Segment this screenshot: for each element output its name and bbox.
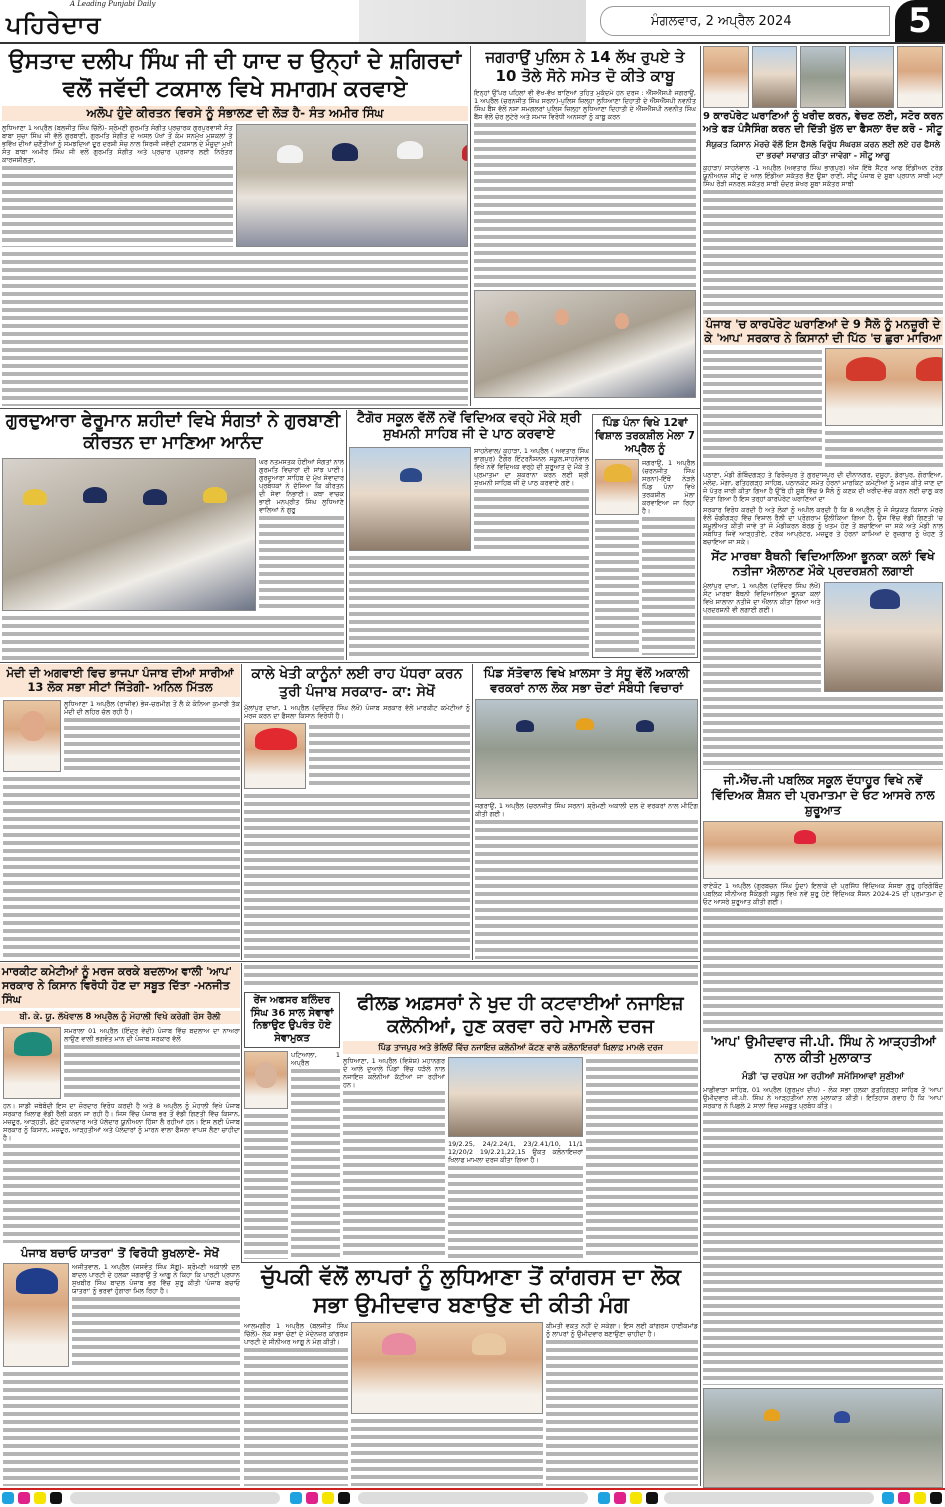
article-text: ਪਟਿਆਲਾ, 1 ਅਪ੍ਰੈਲ xyxy=(291,1051,340,1067)
registration-bar xyxy=(664,1492,874,1504)
photo-leaders-portraits xyxy=(825,348,944,426)
registration-bar xyxy=(70,1492,280,1504)
article-body xyxy=(703,164,943,314)
article-body xyxy=(546,1322,698,1486)
registration-mark-yellow xyxy=(34,1492,46,1504)
article-body xyxy=(244,704,470,720)
article-kaale-kheti-kanoon xyxy=(244,666,470,959)
headline-lapran-congress-candidate: ਚੁੱਪਕੀ ਵੱਲੋਂ ਲਾਪਰਾਂ ਨੂੰ ਲੁਧਿਆਣਾ ਤੋਂ ਕਾਂਗਰਸ ਦਾ ਲੋਕ ਸਭਾ ਉਮੀਦਵਾਰ ਬਣਾਉਣ ਦੀ ਕੀਤੀ ਮੰਗ xyxy=(260,1265,682,1318)
column-divider xyxy=(241,963,242,1263)
headline-sattowal-akali: ਪਿੰਡ ਸੱਤੋਵਾਲ ਵਿਖੇ ਖ਼ਾਲਸਾ ਤੇ ਸੰਧੂ ਵੱਲੋਂ ਅਕਾਲੀ ਵਰਕਰਾਂ ਨਾਲ ਲੋਕ ਸਭਾ ਚੋਣਾਂ ਸੰਬੰਧੀ ਵਿਚਾਰਾਂ xyxy=(483,666,690,695)
article-body xyxy=(244,1112,288,1259)
footer-rule xyxy=(0,1488,945,1490)
article-text: ਸਰਕਾਰ ਵਿਰੋਧ ਕਰਦੀ ਹੈ ਅਤੇ ਲੋਕਾਂ ਨੂੰ ਅਪੀਲ ਕਰਦੀ ਹੈ ਕਿ 8 ਅਪ੍ਰੈਲ ਨੂੰ ਜੋ ਸੰਯੁਕਤ ਕਿਸਾਨ ਮੋਰਚੇ ਵੱਲੋਂ ਚੰਡੀਗੜ੍ਹ ਵਿੱਚ ਵਿਸ਼ਾਲ ਰੈਲੀ ਦਾ ਪ੍ਰੋਗਰਾਮ ਉਲੀਕਿਆ ਗਿਆ ਹੈ, ਉਸ ਵਿੱਚ ਵੱਡੀ ਗਿਣਤੀ 'ਚ ਸ਼ਮੂਲੀਅਤ ਕੀਤੀ ਜਾਵੇ ਤਾਂ ਜੋ ਮੰਡੀਕਰਨ ਬੋਰਡ ਨੂੰ ਖਤਮ ਹੋਣ ਤੋਂ ਬਚਾਇਆ ਜਾ ਸਕੇ ਅਤੇ ਮੰਡੀ ਨਾਲ ਸਬੰਧਿਤ ਜਿਵੇਂ ਆੜ੍ਹਤੀਏ, ਟਰੱਕ ਆਪ੍ਰੇਟਰ, ਮਜ਼ਦੂਰ ਤੇ ਹੋਰਨਾਂ ਕਾਮਿਆਂ ਦੇ ਰੁਜ਼ਗਾਰ ਨੂੰ ਖੋਹਣ ਤੋਂ ਬਚਾਇਆ ਜਾ ਸਕੇ। xyxy=(703,506,943,547)
article-text: ਘਰ ਨਤਮਸਤਕ ਹੋਈਆਂ ਸੰਗਤਾਂ ਨਾਲ ਗੁਰਮਤਿ ਵਿਚਾਰਾਂ ਦੀ ਸਾਂਝ ਪਾਈ। ਗੁਰਦੁਆਰਾ ਸਾਹਿਬ ਦੇ ਮੁੱਖ ਸੇਵਾਦਾਰ ਪ੍ਰਬੰਧਕਾਂ ਨੇ ਦੱਸਿਆ ਕਿ ਕੀਰਤਨ ਦੀ ਸੇਵਾ ਨਿਭਾਈ। ਕਥਾ ਵਾਚਕ ਭਾਈ ਮਨਪ੍ਰੀਤ ਸਿੰਘ ਲੁਧਿਆਣੇ ਵਾਲਿਆਂ ਨੇ ਗੁਰੂ xyxy=(259,457,344,514)
photo-aap-candidate-meeting xyxy=(703,1388,943,1488)
registration-mark-cyan xyxy=(290,1492,302,1504)
article-body xyxy=(64,700,240,772)
article-body xyxy=(703,695,943,770)
article-anil-mittal xyxy=(0,664,240,959)
article-body-continued xyxy=(2,250,468,406)
article-body xyxy=(703,882,943,1032)
registration-mark-black xyxy=(338,1492,350,1504)
tagline: A Leading Punjabi Daily xyxy=(70,0,156,8)
column-divider xyxy=(470,46,471,406)
article-text: ਮੁੱਲਾਂਪੁਰ ਦਾਖਾ, 1 ਅਪ੍ਰੈਲ (ਦਵਿੰਦਰ ਸਿੰਘ ਲੱਖੋਂ) ਪੰਜਾਬ ਸਰਕਾਰ ਵੱਲੋਂ ਮਾਰਕੀਟ ਕਮੇਟੀਆਂ ਨੂੰ ਮਰਜ ਕਰਨ ਦਾ ਫੈਸਲਾ ਕਿਸਾਨ ਵਿਰੋਧੀ ਹੈ। xyxy=(244,704,470,720)
article-body xyxy=(825,429,944,468)
registration-mark-black xyxy=(50,1492,62,1504)
headline-gurdwara-ferumaan: ਗੁਰਦੁਆਰਾ ਫੇਰੂਮਾਨ ਸ਼ਹੀਦਾਂ ਵਿਖੇ ਸੰਗਤਾਂ ਨੇ ਗੁਰਬਾਣੀ ਕੀਰਤਨ ਦਾ ਮਾਣਿਆ ਆਨੰਦ xyxy=(5,411,341,453)
article-body xyxy=(703,1086,943,1385)
headline-market-committees-merge: ਮਾਰਕੀਟ ਕਮੇਟੀਆਂ ਨੂੰ ਮਰਜ ਕਰਕੇ ਬਦਲਾਅ ਵਾਲੀ 'ਆਪ' ਸਰਕਾਰ ਨੇ ਕਿਸਾਨ ਵਿਰੋਧੀ ਹੋਣ ਦਾ ਸਬੂਤ ਦਿੱਤਾ -ਮਨਜੀਤ ਸਿੰਘ xyxy=(0,963,240,1008)
article-text: ਲੁਧਿਆਣਾ 1 ਅਪ੍ਰੈਲ (ਬਲਜੀਤ ਸਿੰਘ ਚਿੱਲੋਂ)- ਸ਼੍ਰੋਮਣੀ ਗੁਰਮਤਿ ਸੰਗੀਤ ਪ੍ਰਚਾਰਕ ਗੁਰਪੁਰਵਾਸੀ ਸੰਤ ਬਾਬਾ ਸੁਚਾ ਸਿੰਘ ਜੀ ਵੱਲੋਂ ਗੁਰਬਾਣੀ, ਗੁਰਮਤਿ ਸੰਗੀਤ ਦੇ ਅਸਲ ਪੱਖਾਂ ਤੋਂ ਕੰਮ ਸਨਮੁੱਖ ਮੁਸ਼ਕਲਾਂ ਤੇ ਭਵਿੱਖ ਦੀਆਂ ਚਣੌਤੀਆਂ ਨੂੰ ਸਮਝਦਿਆਂ ਦੂਰ ਦਰਸ਼ੀ ਸੋਚ ਨਾਲ ਸਿਰਜੀ ਜਵੱਦੀ ਟਕਸਾਲ ਦੇ ਮੌਜੂਦਾ ਮੁਖੀ ਸੰਤ ਬਾਬਾ ਅਮੀਰ ਸਿੰਘ ਜੀ ਵਲੋਂ ਗੁਰਮਤਿ ਸੰਗੀਤ ਅਤੇ ਪ੍ਰਚਾਰ ਪ੍ਰਸਾਰ ਲਈ ਨਿਰੰਤਰ ਕਾਰਜਸ਼ੀਲਤਾ, xyxy=(2,124,233,164)
article-body xyxy=(2,124,233,247)
subhead-bku-lakhowal-rally: ਬੀ. ਕੇ. ਯੂ. ਲੱਖੋਵਾਲ 8 ਅਪ੍ਰੈਲ ਨੂੰ ਮੋਹਾਲੀ ਵਿਖੇ ਕਰੇਗੀ ਰੋਸ ਰੈਲੀ xyxy=(0,1011,240,1024)
photo-chupki-lapran xyxy=(351,1322,543,1414)
article-text: ਆਲਮਗੀਰ 1 ਅਪ੍ਰੈਲ (ਬਲਜੀਤ ਸਿੰਘ ਚਿੱਲੋਂ)- ਲੋਕ ਸਭਾ ਚੋਣਾਂ ਦੇ ਮੱਦੇਨਜ਼ਰ ਕਾਂਗਰਸ ਪਾਰਟੀ ਦੇ ਸੀਨੀਅਰ ਆਗੂ ਨੇ ਮੰਗ ਕੀਤੀ। xyxy=(244,1322,348,1346)
subhead-tajpur-bholiyon: ਪਿੰਡ ਤਾਜਪੁਰ ਅਤੇ ਭੋਲਿਓਂ ਵਿੱਚ ਨਜਾਇਜ਼ ਕਲੋਨੀਆਂ ਕੱਟਣ ਵਾਲੇ ਕਲੋਨਾਇਜ਼ਰਾਂ ਖ਼ਿਲਾਫ਼ ਮਾਮਲੇ ਦਰਜ xyxy=(343,1041,698,1054)
article-body xyxy=(586,1057,698,1259)
article-text: ਸਾਹਨੇਵਾਲ/ ਕੁਹਾੜਾ, 1 ਅਪ੍ਰੈਲ ( ਅਵਤਾਰ ਸਿੰਘ ਭਾਗਪੁਰ) ਟੈਗੋਰ ਇੰਟਰਨੈਸ਼ਨਲ ਸਕੂਲ,ਸਾਹਨੇਵਾਲ ਵਿਖੇ ਨਵੇਂ ਵਿਦਿਅਕ ਵਰ੍ਹੇ ਦੀ ਸ਼ੁਰੂਆਤ ਦੇ ਮੌਕੇ ਤੇ ਪ੍ਰਮਾਤਮਾ ਦਾ ਸ਼ੁਕਰਾਨਾ ਕਰਨ ਲਈ ਸ਼੍ਰੀ ਸੁਖਮਨੀ ਸਾਹਿਬ ਜੀ ਦੇ ਪਾਠ ਕਰਵਾਏ ਗਏ। xyxy=(474,446,589,487)
registration-mark-magenta xyxy=(614,1492,626,1504)
article-body xyxy=(3,1370,240,1486)
article-body xyxy=(244,963,698,989)
right-column xyxy=(703,46,943,1488)
section-divider xyxy=(0,961,700,962)
article-body xyxy=(351,1417,543,1486)
article-text: 19/2.25, 24/2.24/1, 23/2.41/10, 11/1 12/20/2 19/2.21,22,15 ਉਕਤ ਕਲੋਨਾਇਜ਼ਰਾਂ ਖਿਲਾਫ ਮਾਮਲਾ ਦਰਜ ਕੀਤਾ ਗਿਆ ਹੈ। xyxy=(448,1140,583,1165)
photo-tagore-school-path xyxy=(349,447,471,551)
headline-corporate-silos-citu: 9 ਕਾਰਪੋਰੇਟ ਘਰਾਣਿਆਂ ਨੂੰ ਖਰੀਦ ਕਰਨ, ਵੇਚਣ ਲਈ, ਸਟੋਰ ਕਰਨ ਅਤੇ ਫੜ ਪੰਸੈਸਿੰਗ ਕਰਨ ਦੀ ਦਿੱਤੀ ਖੁੱਲ ਦਾ ਫੈਸਲਾ ਰੱਦ ਕਰੋ - ਸੀਟੂ xyxy=(703,111,943,135)
photo-jawaddi-taksal-samagam xyxy=(236,124,469,247)
portrait-photo xyxy=(752,46,798,108)
article-body xyxy=(291,1051,340,1259)
subhead-mandi-problems: ਮੰਡੀ 'ਚ ਦਰਪੇਸ਼ ਆ ਰਹੀਆਂ ਸਮੱਸਿਆਵਾਂ ਸੁਣੀਆਂ xyxy=(741,1071,905,1082)
article-lapran-congress xyxy=(244,1264,698,1486)
registration-mark-cyan xyxy=(882,1492,894,1504)
article-body xyxy=(642,459,695,655)
newspaper-logo: ਪਹਿਰੇਦਾਰ xyxy=(6,11,102,39)
article-text: ਮੁੱਲਾਂਪੁਰ ਦਾਖਾ, 1 ਅਪ੍ਰੈਲ (ਦਵਿੰਦਰ ਸਿੰਘ ਲੱਖੋਂ) ਸੇਂਟ ਮਾਰਥਾ ਬੈਥਨੀ ਵਿਦਿਆਲਿਆ ਭੂਨਕਾ ਕਲਾਂ ਵਿਖੇ ਸਾਲਾਨਾ ਨਤੀਜੇ ਦਾ ਐਲਾਨ ਕੀਤਾ ਗਿਆ ਅਤੇ ਪ੍ਰਦਰਸ਼ਨੀ ਵੀ ਲਗਾਈ ਗਈ। xyxy=(703,582,821,615)
article-text: ਕੁਹਾੜਾ/ ਸਾਹਨੇਵਾਲ -1 ਅਪ੍ਰੈਲ (ਅਵਤਾਰ ਸਿੰਘ ਭਾਗਪੁਰ) ਅੱਜ ਇੱਥੇ ਸੈਂਟਰ ਆਫ ਇੰਡੀਅਨ ਟਰੇਡ ਯੂਨੀਅਨਜ਼ ਸੀਟੂ ਦੇ ਆਲ ਇੰਡੀਆ ਸਕੱਤਰ ਭੈਣ ਊਸ਼ਾ ਰਾਣੀ, ਸੀਟੂ ਪੰਜਾਬ ਦੇ ਸੂਬਾ ਪ੍ਰਧਾਨ ਸਾਥੀ ਮਹਾਂ ਸਿੰਘ ਰੌੜੀ ਜਨਰਲ ਸਕੱਤਰ ਸਾਥੀ ਚੰਦਰ ਸ਼ੇਖਰ ਸੂਬਾ ਸਕੱਤਰ ਸਾਥੀ xyxy=(703,164,943,188)
article-body xyxy=(474,447,589,551)
article-body xyxy=(475,802,698,959)
registration-mark-magenta xyxy=(898,1492,910,1504)
photo-akali-workers-meeting xyxy=(475,699,698,799)
registration-mark-yellow xyxy=(322,1492,334,1504)
registration-mark-yellow xyxy=(630,1492,642,1504)
headline-aap-gp-singh: 'ਆਪ' ਉਮੀਦਵਾਰ ਜੀ.ਪੀ. ਸਿੰਘ ਨੇ ਆੜ੍ਹਤੀਆਂ ਨਾਲ ਕੀਤੀ ਮੁਲਾਕਾਤ xyxy=(710,1035,936,1067)
section-divider xyxy=(241,1262,701,1263)
article-tagore-school xyxy=(349,411,589,660)
photo-school-session-start xyxy=(703,821,943,879)
page-number: 5 xyxy=(895,0,945,42)
article-text: ਲੁਧਿਆਣਾ 1 ਅਪ੍ਰੈਲ (ਰਾਜੀਵ) ਭੇਜ-ਚਰਮੀਗ ਤੋਂ ਲੈ ਕੇ ਕੰਨਿਆ ਕੁਮਾਰੀ ਤੱਕ ਮੋਦੀ ਦੀ ਲਹਿਰ ਚੱਲ ਰਹੀ ਹੈ। xyxy=(64,699,240,716)
article-market-committees xyxy=(0,963,240,1243)
article-body xyxy=(3,775,240,959)
article-body xyxy=(474,89,696,288)
section-divider xyxy=(0,662,700,663)
registration-mark-black xyxy=(646,1492,658,1504)
column-divider xyxy=(700,46,701,1486)
article-text: ਜਗਰਾਉਂ, 1 ਅਪ੍ਰੈਲ (ਚਰਨਜੀਤ ਸਿੰਘ ਸਰਨਾ)-ਇੱਥੋਂ ਨੇੜਲੇ ਪਿੰਡ ਪੰਨਾ ਵਿਖੇ ਤਰਕਸ਼ੀਲ ਮੇਲਾ ਕਰਵਾਇਆ ਜਾ ਰਿਹਾ ਹੈ। xyxy=(642,459,695,516)
registration-mark-magenta xyxy=(18,1492,30,1504)
column-divider xyxy=(472,664,473,960)
article-body xyxy=(72,1263,240,1367)
subhead-kirtan-virsa: ਅਲੋਪ ਹੁੰਦੇ ਕੀਰਤਨ ਵਿਰਸੇ ਨੂੰ ਸੰਭਾਲਣ ਦੀ ਲੋੜ ਹੈ- ਸੰਤ ਅਮੀਰ ਸਿੰਘ xyxy=(2,106,468,121)
registration-mark-magenta xyxy=(306,1492,318,1504)
article-body xyxy=(703,506,943,546)
article-punjab-bachao-yatra xyxy=(0,1246,240,1486)
photo-strip-citu-leaders xyxy=(703,46,943,108)
headline-ghg-public-school: ਜੀ.ਐੱਚ.ਜੀ ਪਬਲਿਕ ਸਕੂਲ ਦੱਧਾਹੂਰ ਵਿਖੇ ਨਵੇਂ ਵਿੱਦਿਅਕ ਸ਼ੈਸ਼ਨ ਦੀ ਪ੍ਰਮਾਤਮਾ ਦੇ ਓਟ ਆਸਰੇ ਨਾਲ ਸ਼ੁਰੂਆਤ xyxy=(711,773,935,818)
headline-punjab-corporate-silos: ਪੰਜਾਬ 'ਚ ਕਾਰਪੋਰੇਟ ਘਰਾਣਿਆਂ ਦੇ 9 ਸੈਲੋ ਨੂੰ ਮਨਜ਼ੂਰੀ ਦੇ ਕੇ 'ਆਪ' ਸਰਕਾਰ ਨੇ ਕਿਸਾਨਾਂ ਦੀ ਪਿੱਠ 'ਚ ਛੁਰਾ ਮਾਰਿਆ xyxy=(704,316,942,346)
headline-ustad-dalip-singh: ਉਸਤਾਦ ਦਲੀਪ ਸਿੰਘ ਜੀ ਦੀ ਯਾਦ ਚ ਉਨ੍ਹਾਂ ਦੇ ਸ਼ਗਿਰਦਾਂ ਵਲੋਂ ਜਵੱਦੀ ਟਕਸਾਲ ਵਿਖੇ ਸਮਾਗਮ ਕਰਵਾਏ xyxy=(8,49,462,102)
headline-punjab-bachao-yatra: ਪੰਜਾਬ ਬਚਾਓ ਯਾਤਰਾ' ਤੋਂ ਵਿਰੋਧੀ ਬੁਖਲਾਏ- ਸੇਖੋਂ xyxy=(21,1246,219,1260)
article-text: ਜਗਰਾਉਂ, 1 ਅਪ੍ਰੈਲ (ਚਰਨਜੀਤ ਸਿੰਘ ਸਰਨਾ) ਸ਼੍ਰੋਮਣੀ ਅਕਾਲੀ ਦਲ ਦੇ ਵਰਕਰਾਂ ਨਾਲ ਮੀਟਿੰਗ ਕੀਤੀ ਗਈ। xyxy=(475,802,698,818)
article-body xyxy=(703,582,821,692)
portrait-photo xyxy=(703,46,749,108)
article-text: ਕੀਮਤੀ ਵਕਤ ਨਹੀਂ ਦੇ ਸਕੇਗਾ। ਇਸ ਲਈ ਕਾਂਗਰਸ ਹਾਈਕਮਾਂਡ ਨੂੰ ਲਾਪਰਾਂ ਨੂੰ ਉਮੀਦਵਾਰ ਬਣਾਉਣਾ ਚਾਹੀਦਾ ਹੈ। xyxy=(546,1322,698,1338)
headline-tarksheel-mela: ਪਿੰਡ ਪੰਨਾ ਵਿਖੇ 12ਵਾਂ ਵਿਸ਼ਾਲ ਤਰਕਸ਼ੀਲ ਮੇਲਾ 7 ਅਪ੍ਰੈਲ ਨੂੰ xyxy=(595,417,695,456)
article-body xyxy=(2,614,344,660)
article-text: ਪਠਾਣਾ, ਮੰਡੀ ਗੋਬਿੰਦਗੜ੍ਹ ਤੇ ਫਿਰੋਜ਼ਪੁਰ ਤੇ ਗੁਰਦਾਸਪੁਰ ਦੀ ਦੀਨਾਨਗਰ, ਦਸੂਹਾ, ਡੇਰਾਪੁਰ, ਗੋਰਾਇਆ, ਮਲੋਦ, ਮੋਗਾ, ਫਤਿਹਗੜ੍ਹ ਸਾਹਿਬ, ਪਠਾਨਕੋਟ ਸਮੇਤ ਹੋਰਨਾਂ ਮਾਰਕਿਟ ਕਮੇਟੀਆਂ ਨੂੰ ਮਰਜ ਕੀਤੇ ਜਾਣ ਦਾ ਜੋ ਪੱਤਰ ਜਾਰੀ ਕੀਤਾ ਗਿਆ ਹੈ ਉੱਥੇ ਹੀ ਸੂਬੇ ਵਿੱਚ 9 ਸੈਲੋ ਨੂੰ ਕਣਕ ਦੀ ਖਰੀਦ-ਵੇਚ ਕਰਨ ਲਈ ਚਾਲੂ ਕਰ ਦਿੱਤਾ ਗਿਆ ਹੈ ਇਸ ਤਰ੍ਹਾਂ ਕਾਰਪੋਰੇਟ ਘਰਾਣਿਆਂ ਦਾ xyxy=(703,471,943,504)
article-gurdwara-ferumaan xyxy=(2,411,344,660)
portrait-photo xyxy=(849,46,895,108)
article-text: ਲੁਧਿਆਣਾ, 1 ਅਪ੍ਰੈਲ (ਵਿਸ਼ੇਸ਼) ਮਹਾਨਗਰ ਦੇ ਆਲੇ ਦੁਆਲੇ ਪਿੰਡਾਂ ਵਿੱਚ ਧੜੱਲੇ ਨਾਲ ਨਜਾਇਜ਼ ਕਲੋਨੀਆਂ ਕੱਟੀਆਂ ਜਾ ਰਹੀਆਂ ਹਨ। xyxy=(343,1057,445,1090)
photo-manjit-singh xyxy=(3,1027,61,1099)
photo-illegal-colony-site xyxy=(448,1057,583,1137)
article-body xyxy=(64,1027,240,1099)
article-jagraon-police xyxy=(474,48,696,398)
headline-kaale-kheti-kanoon: ਕਾਲੇ ਖੇਤੀ ਕਾਨੂੰਨਾਂ ਲਈ ਰਾਹ ਪੱਧਰਾ ਕਰਨ ਤੁਰੀ ਪੰਜਾਬ ਸਰਕਾਰ- ਕਾ: ਸੇਖੋਂ xyxy=(251,666,463,700)
column-divider xyxy=(241,664,242,960)
portrait-photo xyxy=(800,46,846,108)
row4-center xyxy=(244,963,698,1259)
article-body xyxy=(703,348,822,468)
column-divider xyxy=(346,410,347,660)
registration-mark-cyan xyxy=(598,1492,610,1504)
headline-anil-mittal: ਮੋਦੀ ਦੀ ਅਗਵਾਈ ਵਿਚ ਭਾਜਪਾ ਪੰਜਾਬ ਦੀਆਂ ਸਾਰੀਆਂ 13 ਲੋਕ ਸਭਾ ਸੀਟਾਂ ਜਿੱਤੇਗੀ- ਅਨਿਲ ਮਿੱਤਲ xyxy=(0,664,240,697)
article-body xyxy=(343,1057,445,1259)
article-body xyxy=(259,458,344,611)
portrait-photo xyxy=(897,46,943,108)
article-body xyxy=(3,1102,240,1243)
article-sattowal-akali xyxy=(475,666,698,959)
headline-range-officer-retired: ਰੇਂਜ ਅਫਸਰ ਬਲਿੰਦਰ ਸਿੰਘ 36 ਸਾਲ ਸੇਵਾਵਾਂ ਨਿਭਾਉਣ ਉਪਰੰਤ ਹੋਏ ਸੇਵਾਮੁਕਤ xyxy=(244,992,340,1048)
photo-school-exhibition xyxy=(824,582,944,692)
registration-mark-yellow xyxy=(914,1492,926,1504)
registration-mark-cyan xyxy=(2,1492,14,1504)
article-body xyxy=(703,471,943,503)
photo-balinder-singh xyxy=(244,1051,288,1109)
headline-tagore-school: ਟੈਗੋਰ ਸਕੂਲ ਵੱਲੋਂ ਨਵੇਂ ਵਿਦਿਅਕ ਵਰ੍ਹੇ ਮੌਕੇ ਸ਼੍ਰੀ ਸੁਖਮਨੀ ਸਾਹਿਬ ਜੀ ਦੇ ਪਾਠ ਕਰਵਾਏ xyxy=(356,411,582,443)
article-text: ਹਨ। ਸਾਡੀ ਜਥੇਬੰਦੀ ਇਸ ਦਾ ਜ਼ੋਰਦਾਰ ਵਿਰੋਧ ਕਰਦੀ ਹੈ ਅਤੇ 8 ਅਪ੍ਰੈਲ ਨੂੰ ਮੋਹਾਲੀ ਵਿਖੇ ਪੰਜਾਬ ਸਰਕਾਰ ਖਿਲਾਫ ਵੱਡੀ ਰੈਲੀ ਕਰਨ ਜਾ ਰਹੀ ਹੈ। ਜਿਸ ਵਿੱਚ ਪੰਜਾਬ ਭਰ ਤੋਂ ਵੱਡੀ ਗਿਣਤੀ ਵਿੱਚ ਕਿਸਾਨ, ਮਜ਼ਦੂਰ, ਆੜ੍ਹਤੀ, ਛੋਟੇ ਦੁਕਾਨਦਾਰ ਅਤੇ ਪੱਲੇਦਾਰ ਯੂਨੀਅਨਾ ਹਿੱਸਾ ਲੈ ਰਹੀਆਂ ਹਨ। ਇਸ ਲਈ ਪੰਜਾਬ ਸਰਕਾਰ ਨੂੰ ਕਿਸਾਨ, ਮਜ਼ਦੂਰ, ਆੜ੍ਹਤੀਆਂ ਅਤੇ ਪੱਲੇਦਾਰਾਂ ਨੂੰ ਮਾਰਨ ਵਾਲਾ ਫੈਸਲਾ ਵਾਪਸ ਲੈਣਾ ਚਾਹੀਦਾ ਹੈ। xyxy=(3,1102,240,1143)
article-body xyxy=(595,518,639,655)
article-body xyxy=(244,1322,348,1486)
registration-mark-black xyxy=(930,1492,942,1504)
section-divider xyxy=(0,408,700,409)
article-body xyxy=(244,792,470,959)
article-text: ਮਾਛੀਵਾੜਾ ਸਾਹਿਬ, 01 ਅਪ੍ਰੈਲ (ਗੁਰਮੁਖ ਦੀਪ) - ਲੋਕ ਸਭਾ ਹਲਕਾ ਫ਼ਤਹਿਗੜ੍ਹ ਸਾਹਿਬ ਤੋਂ 'ਆਪ' ਉਮੀਦਵਾਰ ਜੀ.ਪੀ. ਸਿੰਘ ਨੇ ਆੜ੍ਹਤੀਆਂ ਨਾਲ ਮੁਲਾਕਾਤ ਕੀਤੀ। ਇਤਿਹਾਸ ਗਵਾਹ ਹੈ ਕਿ 'ਆਪ' ਸਰਕਾਰ ਨੇ ਪਿਛਲੇ 2 ਸਾਲਾਂ ਵਿਚ ਮਜ਼ਬੂਤ ਪ੍ਰਬੰਧ ਕੀਤੇ। xyxy=(703,1085,943,1110)
photo-police-press-conference xyxy=(474,290,696,398)
article-text: ਸਮਰਾਲਾ 01 ਅਪ੍ਰੈਲ (ਇੰਦ੍ਰ ਵੇਦੀ) ਪੰਜਾਬ ਵਿੱਚ ਬਦਲਾਅ ਦਾ ਨਾਅਰਾ ਲਾਉਣ ਵਾਲੀ ਭਗਵੰਤ ਮਾਨ ਦੀ ਪੰਜਾਬ ਸਰਕਾਰ ਵੱਲੋਂ xyxy=(64,1027,240,1044)
registration-bar xyxy=(358,1492,588,1504)
article-text: ਰਾਏਕੋਟ 1 ਅਪ੍ਰੈਲ (ਗੁਰਬਚਨ ਸਿੰਘ ਧੂੰਦਾ) ਇਲਾਕੇ ਦੀ ਪ੍ਰਸਿੱਧ ਵਿੱਦਿਅਕ ਸੰਸਥਾ ਗੁਰੂ ਹਰਿਗੋਬਿੰਦ ਪਬਲਿਕ ਸੀਨੀਅਰ ਸੈਕੰਡਰੀ ਸਕੂਲ ਵਿਖੇ ਨਵੇਂ ਸ਼ੁਰੂ ਹੋਏ ਵਿੱਦਿਅਕ ਸੈਸ਼ਨ 2024-25 ਦੀ ਪ੍ਰਮਾਤਮਾ ਦੇ ਓਟ ਆਸਰੇ ਸ਼ੁਰੂਆਤ ਕੀਤੀ ਗਈ। xyxy=(703,882,943,907)
headline-jagraon-police: ਜਗਰਾਉਂ ਪੁਲਿਸ ਨੇ 14 ਲੱਖ ਰੁਪਏ ਤੇ 10 ਤੋਲੇ ਸੋਨੇ ਸਮੇਤ ਦੋ ਕੀਤੇ ਕਾਬੂ xyxy=(485,48,685,85)
article-body xyxy=(448,1140,583,1259)
article-body xyxy=(309,723,470,789)
article-body xyxy=(349,554,589,661)
photo-akali-leader xyxy=(3,1263,69,1367)
article-ustad-dalip-singh xyxy=(2,48,468,406)
subhead-skm: ਸੰਯੁਕਤ ਕਿਸਾਨ ਮੋਰਚੇ ਵੱਲੋਂ ਇਸ ਫੈਸਲੇ ਵਿਰੁੱਧ ਸੰਘਰਸ਼ ਕਰਨ ਲਈ ਲਏ ਹਰ ਫੈਸਲੇ ਦਾ ਭਰਵਾਂ ਸਵਾਗਤ ਕੀਤਾ ਜਾਵੇਗਾ - ਸੀਟੂ ਆਗੂ xyxy=(705,140,941,160)
headline-illegal-colonies: ਫੀਲਡ ਅਫ਼ਸਰਾਂ ਨੇ ਖੁਦ ਹੀ ਕਟਵਾਈਆਂ ਨਜਾਇਜ਼ ਕਲੋਨੀਆਂ, ਹੁਣ ਕਰਵਾ ਰਹੇ ਮਾਮਲੇ ਦਰਜ xyxy=(357,993,684,1038)
photo-anil-mittal xyxy=(3,700,61,772)
photo-sekhon xyxy=(244,723,306,789)
photo-bhagat-singh xyxy=(595,459,639,515)
article-text: ਅਜੀਤਵਾਲ, 1 ਅਪ੍ਰੈਲ (ਜਸਵੰਤ ਸਿੰਘ ਸੱਗੂ)- ਸ਼੍ਰੋਮਣੀ ਅਕਾਲੀ ਦਲ ਬਾਦਲ ਪਾਰਟੀ ਦੇ ਹਲਕਾ ਜਗਰਾਉਂ ਤੋਂ ਆਗੂ ਨੇ ਕਿਹਾ ਕਿ ਪਾਰਟੀ ਪ੍ਰਧਾਨ ਸੁਖਬੀਰ ਸਿੰਘ ਬਾਦਲ ਪੰਜਾਬ ਭਰ ਵਿੱਚ ਸ਼ੁਰੂ ਕੀਤੀ 'ਪੰਜਾਬ ਬਚਾਓ ਯਾਤਰਾ' ਨੂੰ ਭਰਵਾਂ ਹੁੰਗਾਰਾ ਮਿਲ ਰਿਹਾ ਹੈ। xyxy=(72,1263,240,1296)
article-text: ਇਨ੍ਹਾਂ ਉੱਪਰ ਪਹਿਲਾਂ ਵੀ ਵੱਖ-ਵੱਖ ਥਾਣਿਆਂ ਤਹਿਤ ਮੁਕੱਦਮੇ ਹਨ ਦਰਜ : ਐੱਸਐੱਸਪੀ ਜਗਰਾਉਂ, 1 ਅਪ੍ਰੈਲ (ਚਰਨਜੀਤ ਸਿੰਘ ਸਰਨਾ)-ਪੁਲਿਸ ਜ਼ਿਲ੍ਹਾ ਲੁਧਿਆਣਾ ਦਿਹਾਤੀ ਦੇ ਐੱਸਐੱਸਪੀ ਨਵਨੀਤ ਸਿੰਘ ਬੈਂਸ ਵੱਲੋਂ ਨਸ਼ਾ ਸਮਗਲਰਾਂ ਪੁਲਿਸ ਜ਼ਿਲ੍ਹਾ ਲੁਧਿਆਣਾ ਦਿਹਾਤੀ ਦੇ ਐੱਸਐੱਸਪੀ ਨਵਨੀਤ ਸਿੰਘ ਬੈਂਸ ਵੱਲੋਂ ਚੋਰ ਲੁਟੇਰੇ ਅਤੇ ਸਮਾਜ ਵਿਰੋਧੀ ਅਨਸਰਾਂ ਨੂੰ ਕਾਬੂ ਕਰਨ xyxy=(474,88,696,121)
box-tarksheel-mela xyxy=(592,414,698,658)
photo-gurdwara-kirtan xyxy=(2,458,256,611)
headline-st-martha-school: ਸੇਂਟ ਮਾਰਥਾ ਬੈਥਨੀ ਵਿਦਿਆਲਿਆ ਭੂਨਕਾ ਕਲਾਂ ਵਿਖੇ ਨਤੀਜਾ ਐਲਾਨਣ ਮੌਕੇ ਪ੍ਰਦਰਸ਼ਨੀ ਲਗਾਈ xyxy=(711,549,935,579)
issue-date: ਮੰਗਲਵਾਰ, 2 ਅਪ੍ਰੈਲ 2024 xyxy=(600,6,890,36)
